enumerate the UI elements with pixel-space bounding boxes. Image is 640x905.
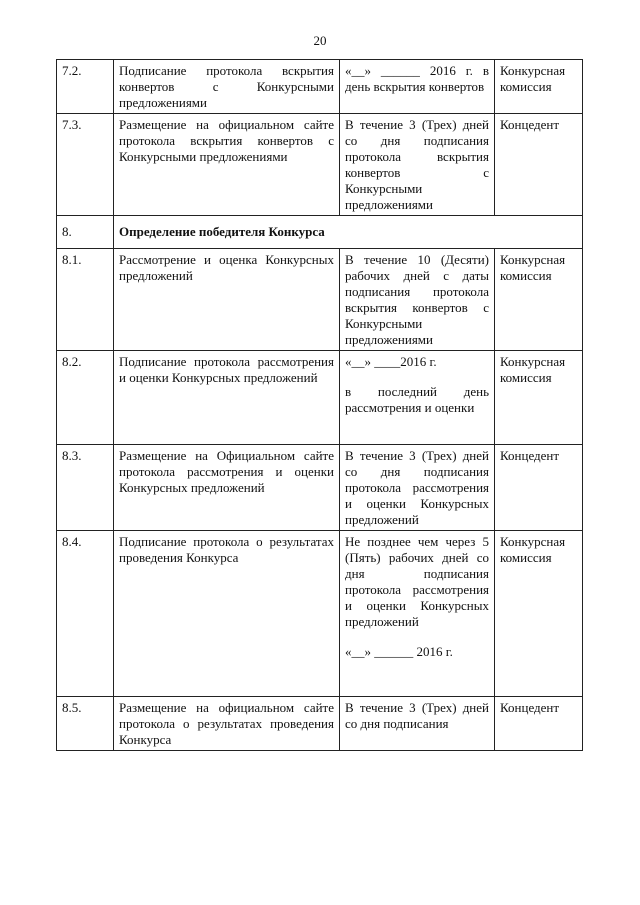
table-row	[57, 351, 583, 445]
term-text: в последний день рассмотрения и оценки	[345, 384, 489, 415]
row-number: 8.	[57, 216, 114, 249]
responsible-cell: Концедент	[495, 445, 583, 531]
row-number: 8.4.	[57, 531, 114, 697]
row-number: 8.5.	[57, 697, 114, 751]
action-cell: Размещение на официальном сайте протокола вскрытия конвертов с Конкурсными предложениями	[114, 114, 340, 216]
table-row	[57, 114, 583, 216]
responsible-cell: Конкурсная комиссия	[495, 351, 583, 445]
action-cell: Рассмотрение и оценка Конкурсных предложений	[114, 249, 340, 351]
row-number: 7.2.	[57, 60, 114, 114]
section-title: Определение победителя Конкурса	[114, 216, 583, 249]
term-date: «__» ____2016 г.	[345, 354, 437, 369]
responsible-cell: Концедент	[495, 114, 583, 216]
term-cell	[340, 351, 495, 445]
action-cell: Подписание протокола о результатах проведения Конкурса	[114, 531, 340, 697]
table-row	[57, 531, 583, 697]
row-number: 7.3.	[57, 114, 114, 216]
term-cell	[340, 531, 495, 697]
term-cell: В течение 3 (Трех) дней со дня подписания	[340, 697, 495, 751]
term-cell: В течение 3 (Трех) дней со дня подписания протокола рассмотрения и оценки Конкурсных предложений	[340, 445, 495, 531]
responsible-cell: Конкурсная комиссия	[495, 249, 583, 351]
table-row	[57, 249, 583, 351]
row-number: 8.3.	[57, 445, 114, 531]
table-row	[57, 445, 583, 531]
action-cell: Размещение на Официальном сайте протокола рассмотрения и оценки Конкурсных предложений	[114, 445, 340, 531]
term-cell: В течение 10 (Десяти) рабочих дней с даты подписания протокола вскрытия конвертов с Конкурсными предложениями	[340, 249, 495, 351]
table-row	[57, 60, 583, 114]
term-text: Не позднее чем через 5 (Пять) рабочих дней со дня подписания протокола рассмотрения и оценки Конкурсных предложений	[345, 534, 489, 629]
responsible-cell: Конкурсная комиссия	[495, 531, 583, 697]
row-number: 8.1.	[57, 249, 114, 351]
term-cell: В течение 3 (Трех) дней со дня подписания протокола вскрытия конвертов с Конкурсными предложениями	[340, 114, 495, 216]
schedule-table	[56, 59, 583, 751]
section-row	[57, 216, 583, 249]
action-cell: Подписание протокола рассмотрения и оценки Конкурсных предложений	[114, 351, 340, 445]
responsible-cell: Концедент	[495, 697, 583, 751]
table-row	[57, 697, 583, 751]
action-cell: Подписание протокола вскрытия конвертов с Конкурсными предложениями	[114, 60, 340, 114]
term-cell: «__» ______ 2016 г. в день вскрытия конвертов	[340, 60, 495, 114]
row-number: 8.2.	[57, 351, 114, 445]
responsible-cell: Конкурсная комиссия	[495, 60, 583, 114]
page-number: 20	[313, 33, 327, 48]
action-cell: Размещение на официальном сайте протокола о результатах проведения Конкурса	[114, 697, 340, 751]
term-date: «__» ______ 2016 г.	[345, 644, 453, 659]
